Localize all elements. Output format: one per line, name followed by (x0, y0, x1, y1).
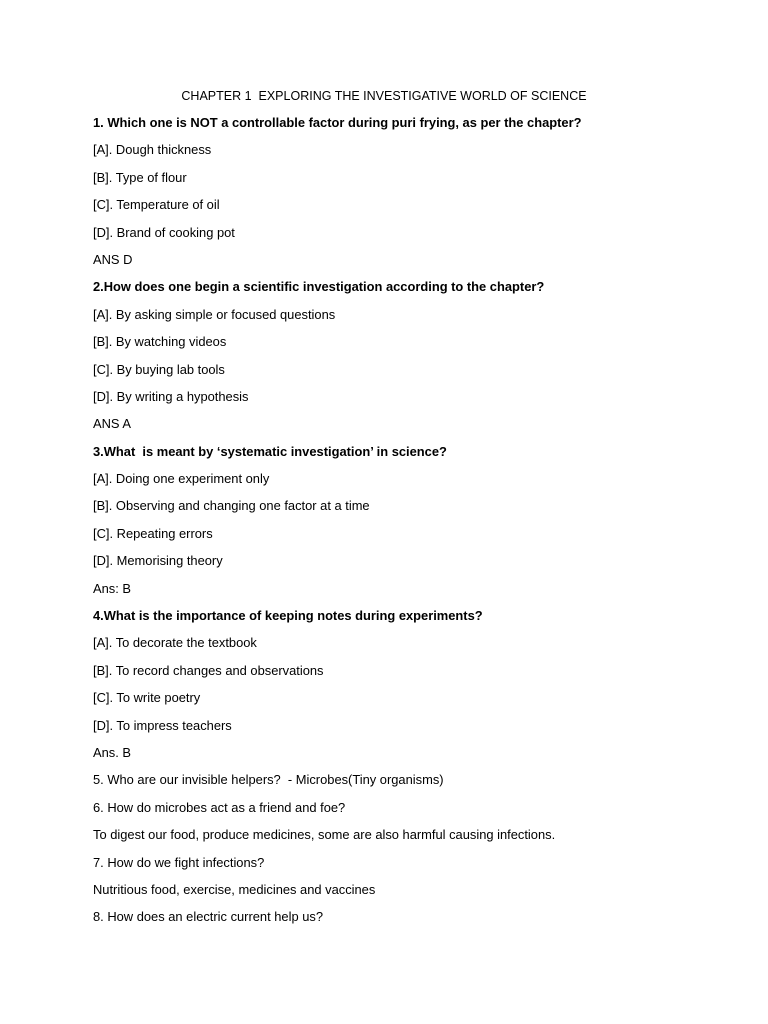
answer-text: To digest our food, produce medicines, some are also harmful causing infections. (93, 827, 556, 843)
question-text: 3.What is meant by ‘systematic investigation’ in science? (93, 443, 447, 459)
answer-option: [D]. Brand of cooking pot (93, 224, 235, 240)
question-text: 4.What is the importance of keeping notes during experiments? (93, 608, 483, 624)
answer-option: [C]. Temperature of oil (93, 197, 220, 213)
question-text: 7. How do we fight infections? (93, 854, 265, 870)
answer-option: [C]. By buying lab tools (93, 361, 225, 377)
answer-option: [A]. To decorate the textbook (93, 635, 257, 651)
answer-option: [A]. By asking simple or focused questions (93, 306, 336, 322)
question-text: 2.How does one begin a scientific investigation according to the chapter? (93, 279, 545, 295)
answer-key: ANS D (93, 251, 133, 267)
answer-option: [B]. By watching videos (93, 334, 227, 350)
answer-option: [D]. Memorising theory (93, 553, 223, 569)
question-list (93, 114, 733, 936)
answer-option: [B]. To record changes and observations (93, 662, 324, 678)
question-text: 6. How do microbes act as a friend and foe? (93, 799, 346, 815)
answer-text: Nutritious food, exercise, medicines and vaccines (93, 881, 376, 897)
chapter-title: CHAPTER 1 EXPLORING THE INVESTIGATIVE WORLD OF SCIENCE (181, 89, 587, 103)
question-text: 5. Who are our invisible helpers? - Microbes(Tiny organisms) (93, 772, 444, 788)
answer-option: [B]. Type of flour (93, 169, 187, 185)
answer-key: Ans: B (93, 580, 131, 596)
answer-option: [A]. Doing one experiment only (93, 471, 270, 487)
answer-option: [C]. Repeating errors (93, 525, 213, 541)
question-text: 1. Which one is NOT a controllable factor during puri frying, as per the chapter? (93, 115, 582, 130)
question-text: 8. How does an electric current help us? (93, 909, 324, 925)
answer-option: [B]. Observing and changing one factor at a time (93, 498, 370, 514)
answer-key: ANS A (93, 416, 131, 432)
answer-option: [D]. By writing a hypothesis (93, 388, 249, 404)
answer-option: [D]. To impress teachers (93, 717, 232, 733)
answer-key: Ans. B (93, 744, 131, 760)
answer-option: [C]. To write poetry (93, 690, 201, 706)
answer-option: [A]. Dough thickness (93, 142, 212, 158)
